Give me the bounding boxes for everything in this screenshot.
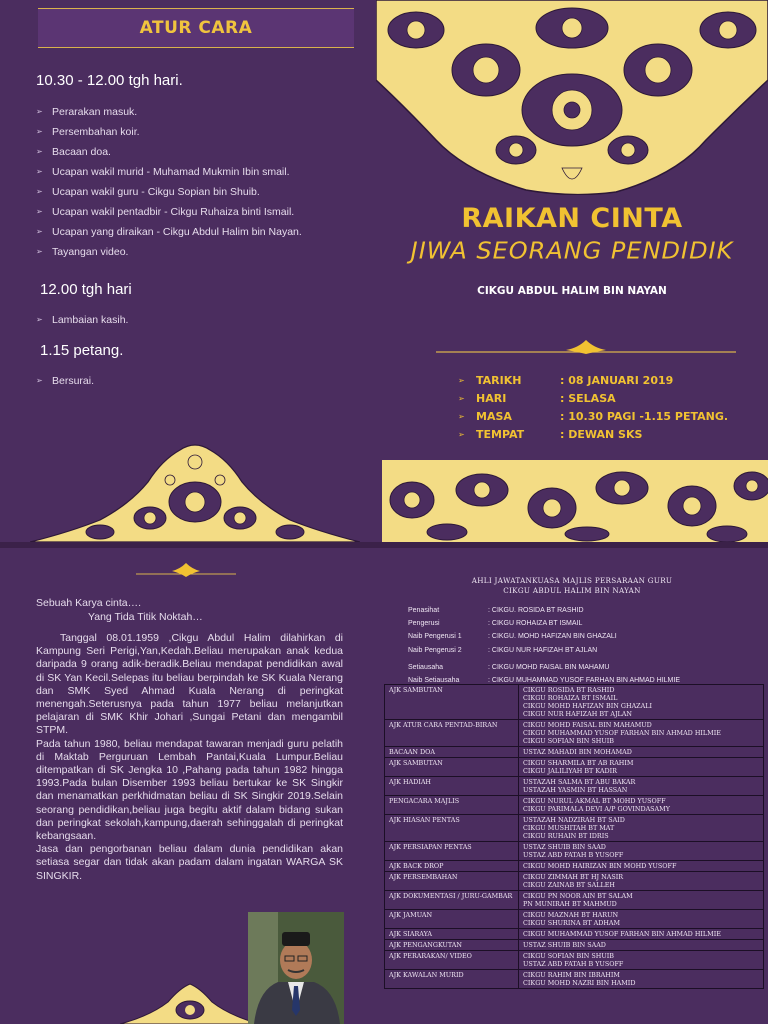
committee-member: CIKGU MOHD FAISAL BIN MAHAMUD	[523, 721, 652, 729]
ornament-band-icon	[382, 460, 768, 542]
ornament-dome-icon	[120, 980, 260, 1024]
committee-member: CIKGU JALILIYAH BT KADIR	[523, 767, 617, 775]
table-row	[385, 796, 764, 815]
biography-panel	[0, 548, 376, 1024]
detail-date: ➢ TARIKH : 08 JANUARI 2019	[458, 373, 674, 387]
bullet-icon: ➢	[36, 227, 43, 236]
table-row	[385, 777, 764, 796]
honoree-name: CIKGU ABDUL HALIM BIN NAYAN	[477, 285, 667, 297]
committee-members	[519, 685, 764, 720]
committee-role: AJK HADIAH	[385, 777, 519, 796]
committee-member: USTAZ MAHADI BIN MOHAMAD	[523, 748, 632, 756]
committee-members	[519, 929, 764, 940]
committee-member: USTAZAH YASMIN BT HASSAN	[523, 786, 628, 794]
agenda-list-1	[36, 102, 302, 262]
bullet-icon: ➢	[36, 127, 43, 136]
detail-venue: ➢ TEMPAT : DEWAN SKS	[458, 427, 643, 441]
bullet-icon: ➢	[458, 375, 465, 385]
committee-members	[519, 970, 764, 989]
committee-member: CIKGU PARIMALA DEVI A/P GOVINDASAMY	[523, 805, 670, 813]
table-row	[385, 940, 764, 951]
table-row	[385, 861, 764, 872]
committee-member: CIKGU NUR HAFIZAH BT AJLAN	[523, 710, 632, 718]
biography-paragraph: Pada tahun 1980, beliau mendapat tawaran menjadi guru pelatih di Maktab Perguruan Lembah Pantai,Kuala Lumpur.Beliau ditempatkan di SK Jengka 10 ,Pahang pada tahun 1982 hingga 1993.Pada bulan Disember 1993 beliau bertukar ke SK Singkir dan menamatkan perkhidmatan beliau di SK Singkir 2019.Selain seorang pendidikan,beliau juga begitu aktif dalam bidang sukan dan peringkat sekolah,kampung,daerah sehinggalah di peringkat kebangsaan.	[36, 737, 343, 843]
committee-member: CIKGU SOFIAN BIN SHUIB	[523, 737, 614, 745]
committee-members	[519, 758, 764, 777]
table-row	[385, 758, 764, 777]
agenda-banner	[38, 8, 354, 48]
table-row	[385, 685, 764, 720]
detail-day: ➢ HARI : SELASA	[458, 391, 616, 405]
committee-members	[519, 910, 764, 929]
committee-role: AJK ATUR CARA PENTAD-BIRAN	[385, 720, 519, 747]
bullet-icon: ➢	[36, 187, 43, 196]
committee-role: AJK PERSEMBAHAN	[385, 872, 519, 891]
bullet-icon: ➢	[36, 167, 43, 176]
agenda-item: ➢ Tayangan video.	[36, 242, 302, 262]
committee-members	[519, 861, 764, 872]
table-row	[385, 970, 764, 989]
table-row	[385, 891, 764, 910]
committee-role: AJK SAMBUTAN	[385, 685, 519, 720]
agenda-item: ➢ Perarakan masuk.	[36, 102, 302, 122]
agenda-item: ➢ Ucapan wakil guru - Cikgu Sopian bin Shuib.	[36, 182, 302, 202]
committee-members	[519, 815, 764, 842]
bullet-icon: ➢	[458, 393, 465, 403]
committee-member: USTAZAH SALMA BT ABU BAKAR	[523, 778, 636, 786]
table-row	[385, 815, 764, 842]
detail-time: ➢ MASA : 10.30 PAGI -1.15 PETANG.	[458, 409, 729, 423]
committee-member: CIKGU ZAINAB BT SALLEH	[523, 881, 615, 889]
committee-members	[519, 891, 764, 910]
officer-row: Naib Pengerusi 2 : CIKGU NUR HAFIZAH BT AJLAN	[408, 646, 598, 654]
committee-role: AJK JAMUAN	[385, 910, 519, 929]
table-row	[385, 842, 764, 861]
committee-title: AHLI JAWATANKUASA MAJLIS PERSARAAN GURU CIKGU ABDUL HALIM BIN NAYAN	[471, 576, 673, 595]
committee-member: CIKGU SHURINA BT ADHAM	[523, 919, 621, 927]
committee-members	[519, 796, 764, 815]
committee-members	[519, 951, 764, 970]
committee-members	[519, 777, 764, 796]
ornament-medallion-icon	[376, 0, 768, 195]
committee-members	[519, 872, 764, 891]
bullet-icon: ➢	[36, 315, 43, 324]
committee-member: CIKGU MAZNAH BT HARUN	[523, 911, 619, 919]
committee-role: AJK PENGANGKUTAN	[385, 940, 519, 951]
committee-member: CIKGU NURUL AKMAL BT MOHD YUSOFF	[523, 797, 666, 805]
bullet-icon: ➢	[36, 376, 43, 385]
committee-role: AJK KAWALAN MURID	[385, 970, 519, 989]
committee-role: AJK SIARAYA	[385, 929, 519, 940]
committee-role: AJK DOKUMENTASI / JURU-GAMBAR	[385, 891, 519, 910]
bullet-icon: ➢	[36, 207, 43, 216]
cover-title: RAIKAN CINTA	[461, 203, 683, 234]
cover-panel	[376, 0, 768, 542]
event-details	[458, 371, 728, 443]
committee-member: USTAZAH NADZIRAH BT SAID	[523, 816, 625, 824]
table-row	[385, 951, 764, 970]
ornament-dome-icon	[30, 440, 360, 542]
committee-role: AJK HIASAN PENTAS	[385, 815, 519, 842]
agenda-list-3	[36, 371, 94, 391]
committee-member: USTAZ ABD FATAH B YUSOFF	[523, 960, 624, 968]
committee-members	[519, 720, 764, 747]
agenda-item: ➢ Bersurai.	[36, 371, 94, 391]
table-row	[385, 910, 764, 929]
committee-members	[519, 842, 764, 861]
committee-member: CIKGU MOHD HAFIZAN BIN GHAZALI	[523, 702, 653, 710]
committee-table	[384, 684, 764, 989]
committee-role: AJK SAMBUTAN	[385, 758, 519, 777]
committee-member: CIKGU ZIMMAH BT HJ NASIR	[523, 873, 624, 881]
committee-member: CIKGU ROSIDA BT RASHID	[523, 686, 615, 694]
bullet-icon: ➢	[458, 429, 465, 439]
divider-ornament-icon	[136, 560, 236, 580]
committee-member: CIKGU MUHAMMAD YUSOF FARHAN BIN AHMAD HILMIE	[523, 729, 721, 737]
committee-member: CIKGU PN NOOR AIN BT SALAM	[523, 892, 633, 900]
agenda-item: ➢ Persembahan koir.	[36, 122, 302, 142]
committee-member: CIKGU MOHD NAZRI BIN HAMID	[523, 979, 636, 987]
committee-members	[519, 940, 764, 951]
agenda-time-1: 10.30 - 12.00 tgh hari.	[36, 72, 183, 89]
agenda-item: ➢ Bacaan doa.	[36, 142, 302, 162]
biography-text	[36, 632, 343, 883]
committee-members	[519, 747, 764, 758]
agenda-item: ➢ Ucapan wakil murid - Muhamad Mukmin Ibin smail.	[36, 162, 302, 182]
portrait-icon	[248, 912, 344, 1024]
committee-member: USTAZ ABD FATAH B YUSOFF	[523, 851, 624, 859]
committee-member: PN MUNIRAH BT MAHMUD	[523, 900, 617, 908]
committee-member: CIKGU SHARMILA BT AB RAHIM	[523, 759, 634, 767]
committee-member: CIKGU MUHAMMAD YUSOF FARHAN BIN AHMAD HILMIE	[523, 930, 721, 938]
table-row	[385, 747, 764, 758]
bullet-icon: ➢	[36, 107, 43, 116]
officer-row: Penasihat : CIKGU. ROSIDA BT RASHID	[408, 607, 584, 615]
committee-panel	[376, 548, 768, 1024]
committee-member: CIKGU SOFIAN BIN SHUIB	[523, 952, 614, 960]
biography-intro: Sebuah Karya cinta…. Yang Tida Titik Noktah…	[36, 597, 203, 623]
committee-member: CIKGU MOHD HAIRIZAN BIN MOHD YUSOFF	[523, 862, 677, 870]
agenda-time-3: 1.15 petang.	[40, 342, 124, 359]
officer-row: Naib Pengerusi 1 : CIKGU. MOHD HAFIZAN BIN GHAZALI	[408, 633, 617, 641]
table-row	[385, 929, 764, 940]
honoree-photo	[248, 912, 344, 1024]
committee-role: AJK BACK DROP	[385, 861, 519, 872]
agenda-panel	[0, 0, 376, 542]
agenda-item: ➢ Ucapan yang diraikan - Cikgu Abdul Halim bin Nayan.	[36, 222, 302, 242]
committee-member: USTAZ SHUIB BIN SAAD	[523, 941, 606, 949]
committee-role: PENGACARA MAJLIS	[385, 796, 519, 815]
committee-member: CIKGU RAHIM BIN IBRAHIM	[523, 971, 620, 979]
cover-subtitle: JIWA SEORANG PENDIDIK	[410, 237, 734, 265]
agenda-time-2: 12.00 tgh hari	[40, 281, 132, 298]
committee-member: CIKGU MUSHITAH BT MAT	[523, 824, 615, 832]
agenda-list-2	[36, 310, 128, 330]
bullet-icon: ➢	[36, 247, 43, 256]
committee-member: CIKGU ROHAIZA BT ISMAIL	[523, 694, 618, 702]
table-row	[385, 720, 764, 747]
biography-paragraph: Jasa dan pengorbanan beliau dalam dunia pendidikan akan setiasa segar dan tidak akan padam dalam ingatan WARGA SK SINGKIR.	[36, 843, 343, 882]
committee-role: BACAAN DOA	[385, 747, 519, 758]
officer-row: Naib Setiausaha : CIKGU MUHAMMAD YUSOF FARHAN BIN AHMAD HILMIE	[408, 677, 681, 685]
bullet-icon: ➢	[458, 411, 465, 421]
officer-row: Setiausaha : CIKGU MOHD FAISAL BIN MAHAMU	[408, 663, 610, 671]
divider-ornament-icon	[436, 338, 736, 356]
agenda-item: ➢ Lambaian kasih.	[36, 310, 128, 330]
committee-member: USTAZ SHUIB BIN SAAD	[523, 843, 606, 851]
committee-member: CIKGU RUHAIN BT IDRIS	[523, 832, 609, 840]
officer-list	[408, 604, 680, 687]
committee-role: AJK PERSIAPAN PENTAS	[385, 842, 519, 861]
biography-paragraph: Tanggal 08.01.1959 ,Cikgu Abdul Halim dilahirkan di Kampung Seri Perigi,Yan,Kedah.Beliau merupakan anak kedua daripada 9 orang adik-beradik.Beliau mendapat pendidikan awal di SK Yan Kecil.Selepas itu beliau berpindah ke SK Kuala Nerang dan SMK Syed Ahmad Kuala Nerang di peringkat menengah.Seterusnya pada tahun 1977 beliau melanjutkan pelajaran di SMK Khir Johari ,Sungai Petani dan mengambil STPM.	[36, 632, 343, 737]
officer-row: Pengerusi : CIKGU ROHAIZA BT ISMAIL	[408, 620, 583, 628]
agenda-item: ➢ Ucapan wakil pentadbir - Cikgu Ruhaiza binti Ismail.	[36, 202, 302, 222]
agenda-banner-title: ATUR CARA	[139, 18, 253, 38]
table-row	[385, 872, 764, 891]
committee-role: AJK PERARAKAN/ VIDEO	[385, 951, 519, 970]
bullet-icon: ➢	[36, 147, 43, 156]
